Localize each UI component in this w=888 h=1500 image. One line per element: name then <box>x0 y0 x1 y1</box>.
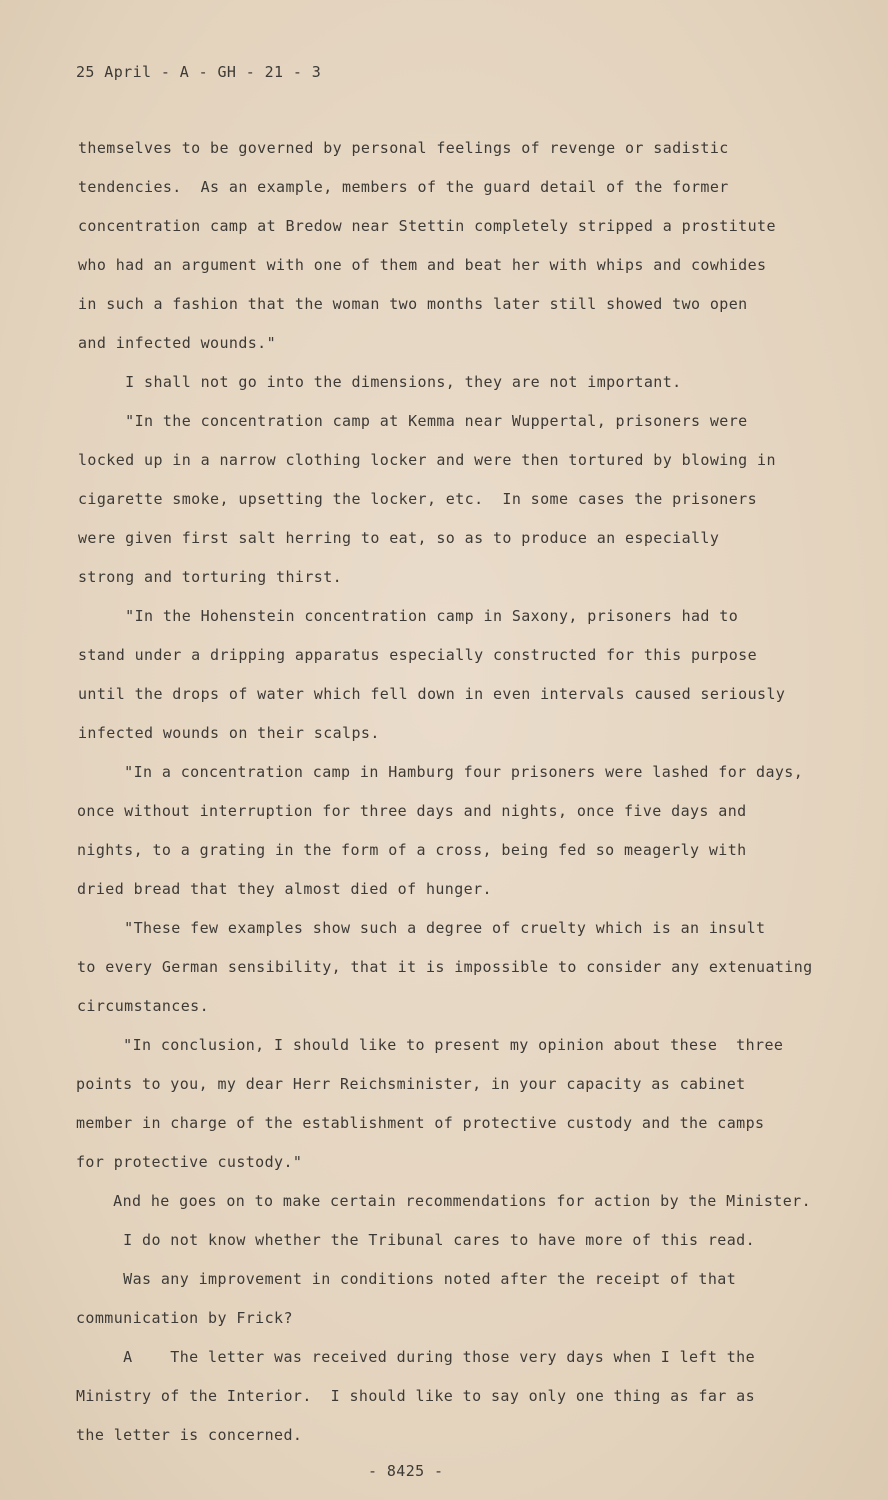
text-line: themselves to be governed by personal feelings of revenge or sadistic <box>78 139 729 157</box>
text-line: circumstances. <box>77 997 210 1015</box>
text-line: until the drops of water which fell down in even intervals caused seriously <box>78 685 786 703</box>
text-line: "In conclusion, I should like to present my opinion about these three <box>76 1036 784 1054</box>
text-line: for protective custody." <box>76 1153 303 1171</box>
text-line: dried bread that they almost died of hunger. <box>77 880 492 898</box>
text-line: nights, to a grating in the form of a cross, being fed so meagerly with <box>77 841 747 859</box>
text-line: and infected wounds." <box>78 334 277 352</box>
text-line: cigarette smoke, upsetting the locker, etc. In some cases the prisoners <box>78 490 758 508</box>
text-line: member in charge of the establishment of protective custody and the camps <box>76 1114 765 1132</box>
text-line: in such a fashion that the woman two months later still showed two open <box>78 295 748 313</box>
text-line: were given first salt herring to eat, so as to produce an especially <box>78 529 720 547</box>
page-number: - 8425 - <box>368 1462 444 1480</box>
text-line: stand under a dripping apparatus especially constructed for this purpose <box>78 646 758 664</box>
text-line: communication by Frick? <box>76 1309 293 1327</box>
text-line: concentration camp at Bredow near Stettin completely stripped a prostitute <box>78 217 776 235</box>
text-line: Was any improvement in conditions noted after the receipt of that <box>76 1270 737 1288</box>
text-line: A The letter was received during those very days when I left the <box>76 1348 756 1366</box>
text-line: points to you, my dear Herr Reichsminister, in your capacity as cabinet <box>76 1075 746 1093</box>
text-line: I shall not go into the dimensions, they are not important. <box>78 373 682 391</box>
text-line: Ministry of the Interior. I should like to say only one thing as far as <box>76 1387 756 1405</box>
text-line: the letter is concerned. <box>76 1426 303 1444</box>
text-line: tendencies. As an example, members of the guard detail of the former <box>78 178 729 196</box>
text-line: locked up in a narrow clothing locker and were then tortured by blowing in <box>78 451 776 469</box>
text-line: infected wounds on their scalps. <box>78 724 380 742</box>
text-line: "In the Hohenstein concentration camp in Saxony, prisoners had to <box>78 607 739 625</box>
text-line: "In a concentration camp in Hamburg four prisoners were lashed for days, <box>77 763 804 781</box>
text-line: who had an argument with one of them and beat her with whips and cowhides <box>78 256 767 274</box>
text-line: And he goes on to make certain recommendations for action by the Minister. <box>66 1192 812 1210</box>
text-line: I do not know whether the Tribunal cares to have more of this read. <box>76 1231 756 1249</box>
text-line: "These few examples show such a degree of cruelty which is an insult <box>77 919 766 937</box>
page-header: 25 April - A - GH - 21 - 3 <box>76 63 322 81</box>
text-line: to every German sensibility, that it is impossible to consider any extenuating <box>77 958 813 976</box>
text-line: strong and torturing thirst. <box>78 568 343 586</box>
text-line: "In the concentration camp at Kemma near Wuppertal, prisoners were <box>78 412 748 430</box>
text-line: once without interruption for three days and nights, once five days and <box>77 802 747 820</box>
